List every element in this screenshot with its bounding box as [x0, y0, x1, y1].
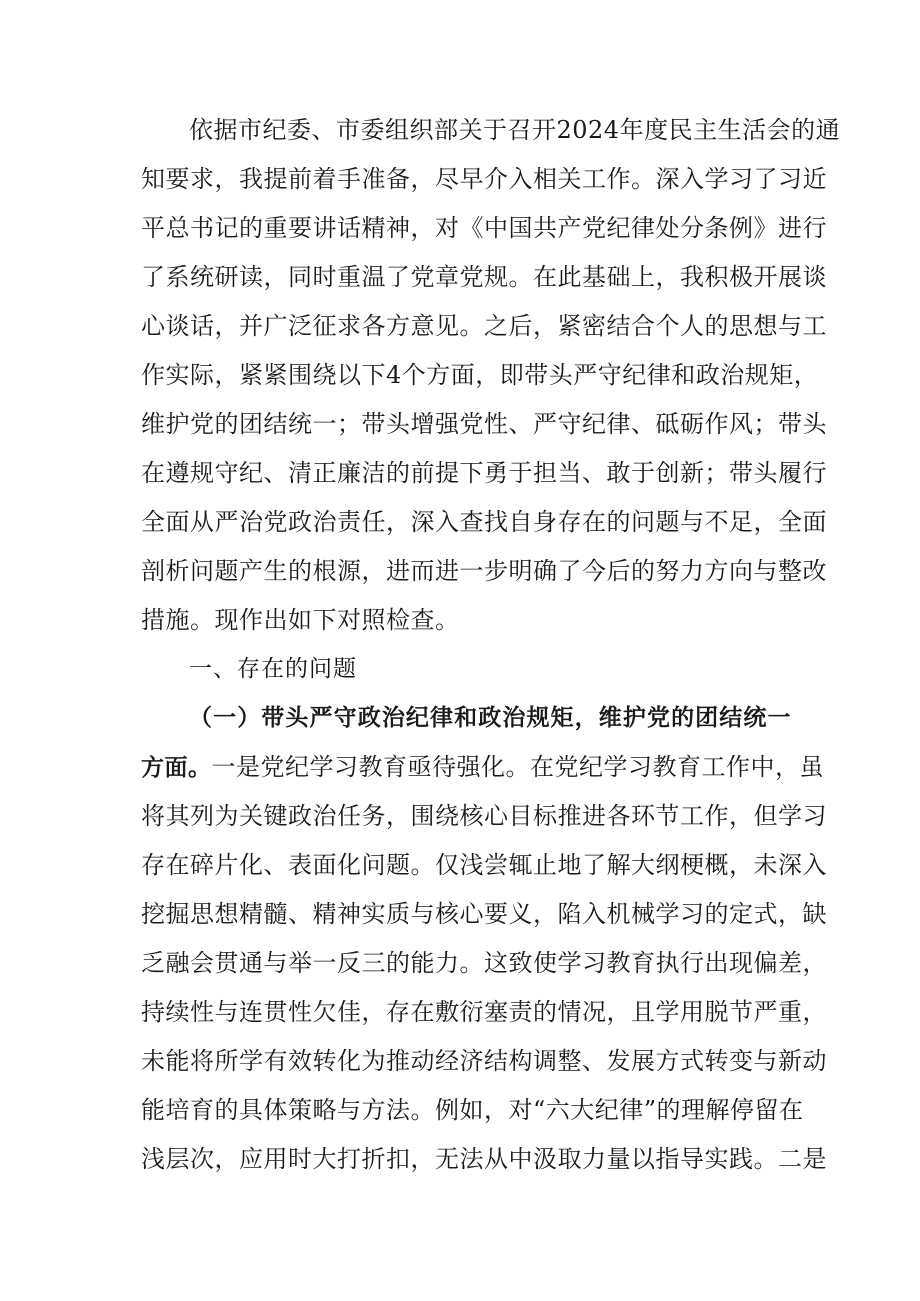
- paragraph-line: 浅层次，应用时大打折扣，无法从中汲取力量以指导实践。二是: [141, 1145, 827, 1173]
- paragraph-line: 未能将所学有效转化为推动经济结构调整、发展方式转变与新动: [141, 1047, 827, 1075]
- paragraph-line: 作实际，紧紧围绕以下4个方面，即带头严守纪律和政治规矩，: [141, 361, 819, 389]
- paragraph-line: 维护党的团结统一；带头增强党性、严守纪律、砥砺作风；带头: [141, 410, 827, 438]
- paragraph-line: 乏融会贯通与举一反三的能力。这致使学习教育执行出现偏差，: [141, 949, 827, 977]
- paragraph-line: 在遵规守纪、清正廉洁的前提下勇于担当、敢于创新；带头履行: [141, 459, 827, 487]
- subsection-heading: （一）带头严守政治纪律和政治规矩，维护党的团结统一: [189, 705, 791, 731]
- section-heading: 一、存在的问题: [189, 656, 357, 682]
- subsection-heading-tail: 方面。: [141, 755, 212, 781]
- paragraph-line: [141, 747, 824, 787]
- paragraph-line: 了系统研读，同时重温了党章党规。在此基础上，我积极开展谈: [141, 263, 827, 291]
- paragraph-line: 持续性与连贯性欠佳，存在敷衍塞责的情况，且学用脱节严重，: [141, 998, 827, 1026]
- paragraph-line: 依据市纪委、市委组织部关于召开2024年度民主生活会的通: [189, 116, 841, 144]
- paragraph-line: 将其列为关键政治任务，围绕核心目标推进各环节工作，但学习: [141, 802, 827, 830]
- paragraph-line: 平总书记的重要讲话精神，对《中国共产党纪律处分条例》进行: [141, 214, 827, 242]
- paragraph-line: 存在碎片化、表面化问题。仅浅尝辄止地了解大纲梗概，未深入: [141, 851, 827, 879]
- paragraph-line: 措施。现作出如下对照检查。: [141, 606, 460, 634]
- paragraph-line: 剖析问题产生的根源，进而进一步明确了今后的努力方向与整改: [141, 557, 827, 585]
- paragraph-line: 知要求，我提前着手准备，尽早介入相关工作。深入学习了习近: [141, 165, 827, 193]
- paragraph-line: 全面从严治党政治责任，深入查找自身存在的问题与不足，全面: [141, 508, 827, 536]
- paragraph-line: 能培育的具体策略与方法。例如，对“六大纪律”的理解停留在: [141, 1096, 804, 1124]
- paragraph-line: 挖掘思想精髓、精神实质与核心要义，陷入机械学习的定式，缺: [141, 900, 827, 928]
- paragraph-text: 一是党纪学习教育亟待强化。在党纪学习教育工作中，虽: [211, 753, 824, 781]
- paragraph-line: 心谈话，并广泛征求各方意见。之后，紧密结合个人的思想与工: [141, 312, 827, 340]
